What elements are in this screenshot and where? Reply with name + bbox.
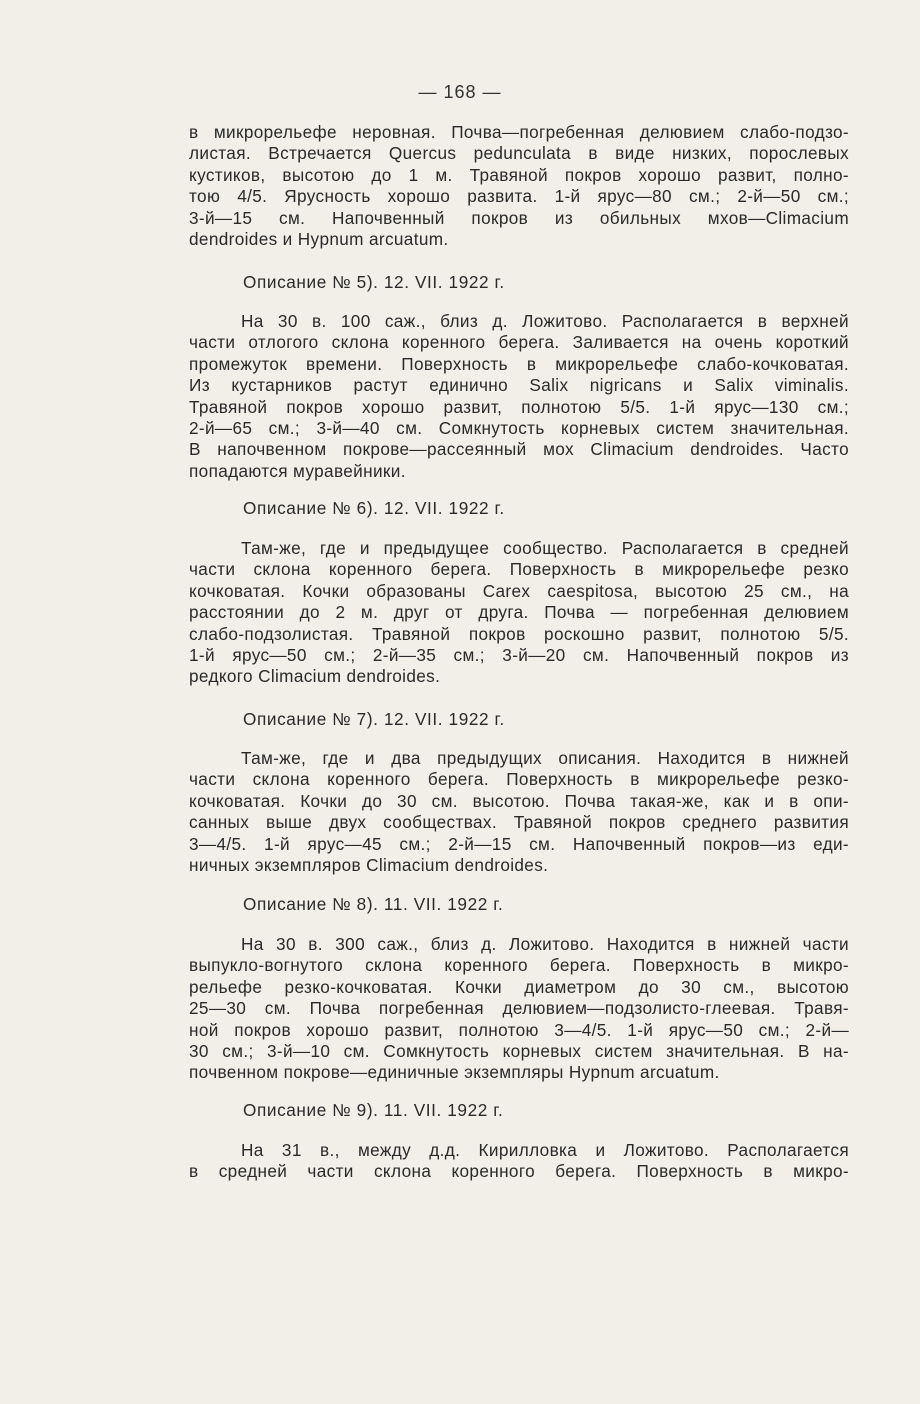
text-line: Из кустарников растут единично Salix nigricans и Salix viminalis. <box>189 375 849 396</box>
text-line: расстоянии до 2 м. друг от друга. Почва — погребенная делювием <box>189 602 849 623</box>
text-line: На 31 в., между д.д. Кирилловка и Ложитово. Располагается <box>241 1140 849 1160</box>
text-line: части склона коренного берега. Поверхность в микрорельефе резко- <box>189 769 849 790</box>
text-line: редкого Climacium dendroides. <box>189 666 441 687</box>
description-body <box>189 311 849 482</box>
text-line: ничных экземпляров Climacium dendroides. <box>189 855 549 876</box>
description-heading: Описание № 7). 12. VII. 1922 г. <box>243 709 505 729</box>
text-line: почвенном покрове—единичные экземпляры Hypnum arcuatum. <box>189 1062 720 1083</box>
text-line: санных выше двух сообществах. Травяной покров среднего развития <box>189 812 849 833</box>
text-line: Травяной покров хорошо развит, полнотою 5/5. 1-й ярус—130 см.; <box>189 396 849 417</box>
text-line: промежуток времени. Поверхность в микрорельефе слабо-кочковатая. <box>189 353 849 374</box>
text-line: кочковатая. Кочки образованы Carex caespitosa, высотою 25 см., на <box>189 580 849 601</box>
description-body <box>189 748 849 876</box>
text-line: Там-же, где и предыдущее сообщество. Располагается в средней <box>241 538 849 558</box>
text-line: В напочвенном покрове—рассеянный мох Climacium dendroides. Часто <box>189 439 849 460</box>
text-line: кочковатая. Кочки до 30 см. высотою. Почва такая-же, как и в опи- <box>189 790 849 811</box>
text-line: части отлогого склона коренного берега. Заливается на очень короткий <box>189 332 849 353</box>
paragraph-intro <box>189 122 849 250</box>
text-line: 2-й—65 см.; 3-й—40 см. Сомкнутость корневых систем значительная. <box>189 418 849 439</box>
description-heading: Описание № 6). 12. VII. 1922 г. <box>243 498 505 518</box>
text-line: кустиков, высотою до 1 м. Травяной покров хорошо развит, полно- <box>189 164 849 185</box>
text-line: 1-й ярус—50 см.; 2-й—35 см.; 3-й—20 см. Напочвенный покров из <box>189 645 849 666</box>
text-line: Там-же, где и два предыдущих описания. Находится в нижней <box>241 748 849 768</box>
text-line: ной покров хорошо развит, полнотою 3—4/5. 1-й ярус—50 см.; 2-й— <box>189 1019 849 1040</box>
description-heading: Описание № 5). 12. VII. 1922 г. <box>243 272 505 292</box>
description-body <box>189 934 849 1084</box>
text-line: тою 4/5. Ярусность хорошо развита. 1-й ярус—80 см.; 2-й—50 см.; <box>189 186 849 207</box>
text-line: в микрорельефе неровная. Почва—погребенная делювием слабо-подзо- <box>189 122 849 142</box>
text-line: рельефе резко-кочковатая. Кочки диаметром до 30 см., высотою <box>189 976 849 997</box>
text-line: выпукло-вогнутого склона коренного берега. Поверхность в микро- <box>189 955 849 976</box>
page-number: — 168 — <box>418 82 502 102</box>
text-line: dendroides и Hypnum arcuatum. <box>189 229 449 250</box>
text-line: части склона коренного берега. Поверхность в микрорельефе резко <box>189 559 849 580</box>
text-line: листая. Встречается Quercus pedunculata в виде низких, порослевых <box>189 143 849 164</box>
text-line: 30 см.; 3-й—10 см. Сомкнутость корневых систем значительная. В на- <box>189 1041 849 1062</box>
description-body <box>189 1140 849 1183</box>
text-line: попадаются муравейники. <box>189 460 406 481</box>
text-line: На 30 в. 100 саж., близ д. Ложитово. Располагается в верхней <box>241 311 849 331</box>
text-line: На 30 в. 300 саж., близ д. Ложитово. Находится в нижней части <box>241 934 849 954</box>
text-line: 3-й—15 см. Напочвенный покров из обильных мхов—Climacium <box>189 207 849 228</box>
text-line: слабо-подзолистая. Травяной покров роскошно развит, полнотою 5/5. <box>189 623 849 644</box>
text-line: 3—4/5. 1-й ярус—45 см.; 2-й—15 см. Напочвенный покров—из еди- <box>189 833 849 854</box>
description-body <box>189 538 849 688</box>
text-line: 25—30 см. Почва погребенная делювием—подзолисто-глеевая. Травя- <box>189 998 849 1019</box>
description-heading: Описание № 9). 11. VII. 1922 г. <box>243 1100 504 1120</box>
text-line: в средней части склона коренного берега. Поверхность в микро- <box>189 1161 849 1182</box>
description-heading: Описание № 8). 11. VII. 1922 г. <box>243 894 504 914</box>
